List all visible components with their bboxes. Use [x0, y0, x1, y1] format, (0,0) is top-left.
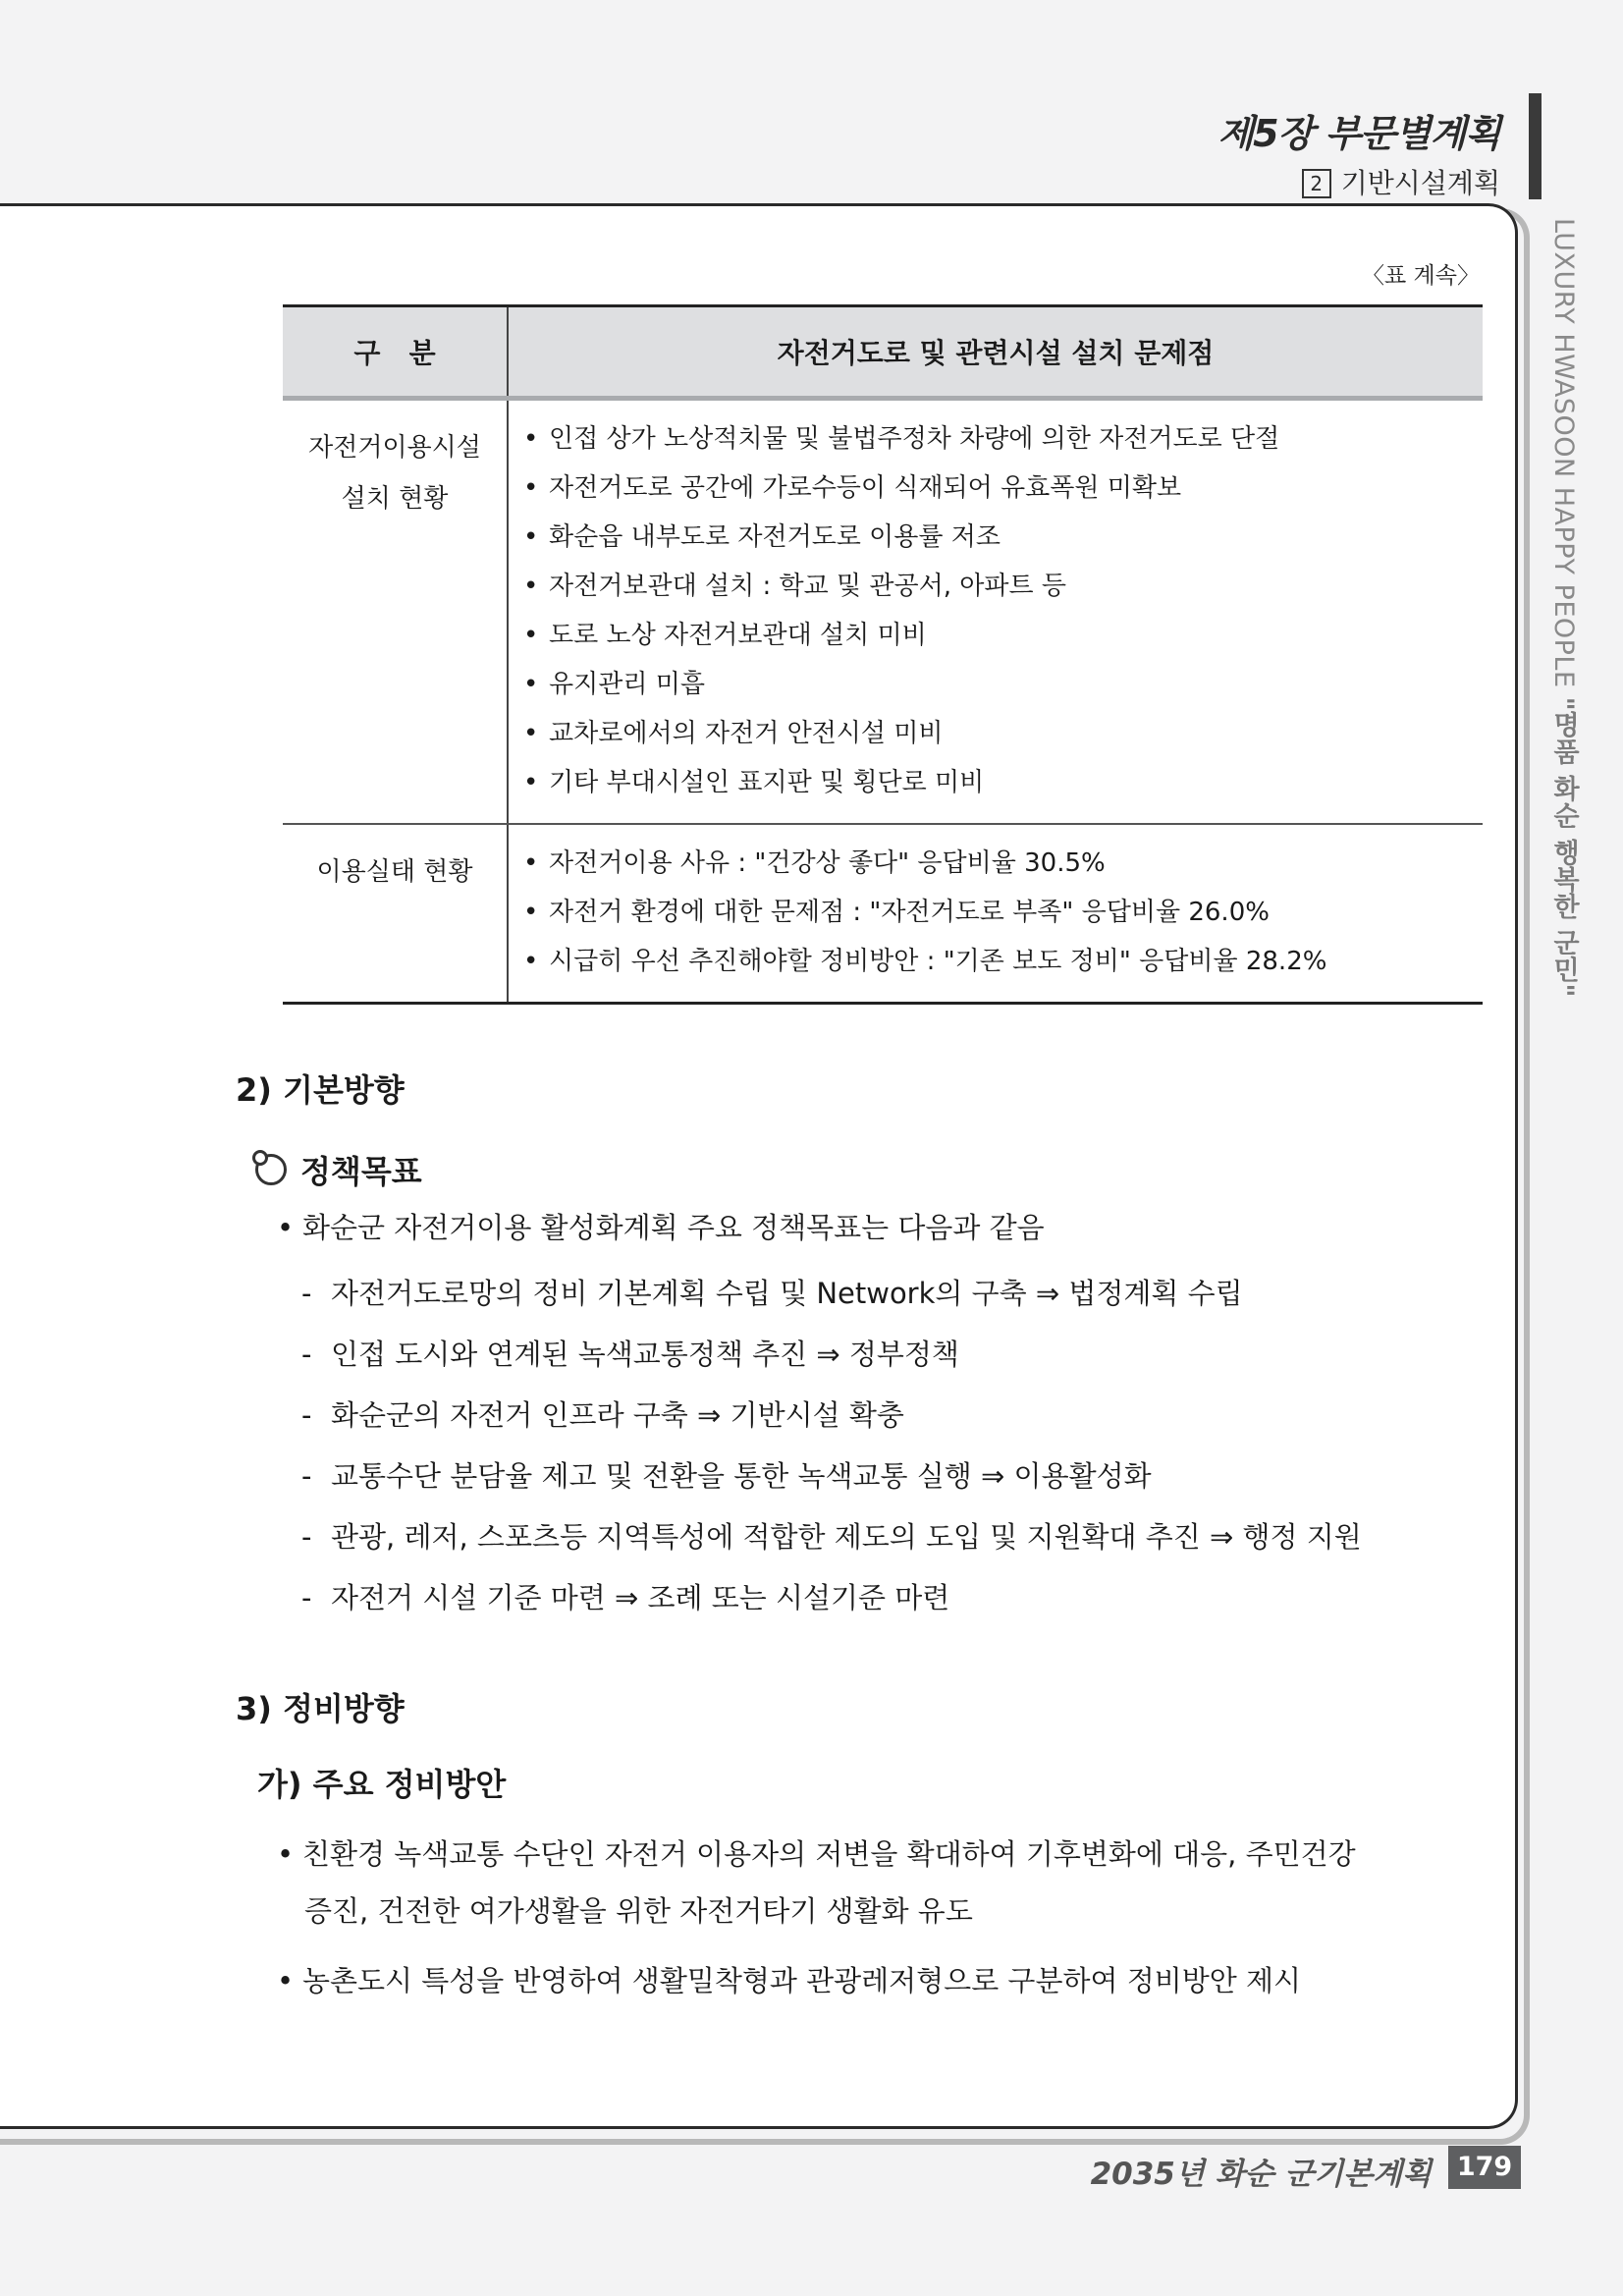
- side-slogan-english: LUXURY HWASOON HAPPY PEOPLE: [1548, 218, 1579, 688]
- problems-table: [283, 304, 1483, 1005]
- table-continued-label: 〈표 계속〉: [1362, 263, 1480, 289]
- list-item: • 시급히 우선 추진해야할 정비방안 : "기존 보도 정비" 응답비율 28.2%: [523, 947, 1327, 976]
- maintenance-direction-heading: 3) 정비방향: [236, 1690, 405, 1727]
- list-item: - 인접 도시와 연계된 녹색교통정책 추진 ⇒ 정부정책: [301, 1338, 959, 1371]
- row-label-line: 자전거이용시설: [308, 433, 481, 463]
- page-number: 179: [1448, 2146, 1521, 2189]
- list-item: • 유지관리 미흡: [523, 670, 705, 699]
- list-item: • 자전거도로 공간에 가로수등이 식재되어 유효폭원 미확보: [523, 473, 1182, 503]
- list-item: • 교차로에서의 자전거 안전시설 미비: [523, 719, 944, 748]
- list-item: • 농촌도시 특성을 반영하여 생활밀착형과 관광레저형으로 구분하여 정비방안 제시: [277, 1964, 1302, 1997]
- footer-title: 2035년 화순 군기본계획: [1090, 2157, 1432, 2192]
- header-bar: [1529, 93, 1542, 199]
- list-item-continued: 증진, 건전한 여가생활을 위한 자전거타기 생활화 유도: [304, 1894, 973, 1928]
- table-row: [283, 399, 1483, 825]
- policy-goal-heading: 정책목표: [255, 1147, 422, 1192]
- table-row: [283, 824, 1483, 1004]
- list-item: • 도로 노상 자전거보관대 설치 미비: [523, 621, 927, 650]
- list-item: • 자전거 환경에 대한 문제점 : "자전거도로 부족" 응답비율 26.0%: [523, 898, 1270, 927]
- list-item: - 화순군의 자전거 인프라 구축 ⇒ 기반시설 확충: [301, 1398, 904, 1432]
- goal-icon: [255, 1154, 287, 1185]
- section-title: [1302, 162, 1500, 201]
- section-number: 2: [1302, 169, 1331, 198]
- basic-direction-heading: 2) 기본방향: [236, 1071, 405, 1109]
- table-header-row: [283, 306, 1483, 399]
- row-items: [508, 824, 1483, 1004]
- list-item: • 친환경 녹색교통 수단인 자전거 이용자의 저변을 확대하여 기후변화에 대응, 주민건강: [277, 1837, 1356, 1871]
- list-item: • 화순읍 내부도로 자전거도로 이용률 저조: [523, 522, 1001, 552]
- row-label-line: 이용실태 현황: [316, 857, 473, 887]
- row-label: [283, 824, 508, 1004]
- list-item: • 기타 부대시설인 표지판 및 횡단로 미비: [523, 768, 985, 797]
- list-item: • 인접 상가 노상적치물 및 불법주정차 차량에 의한 자전거도로 단절: [523, 424, 1280, 454]
- table-header-problems: 자전거도로 및 관련시설 설치 문제점: [508, 306, 1483, 399]
- main-maintenance-heading: 가) 주요 정비방안: [257, 1766, 507, 1803]
- list-item: • 자전거이용 사유 : "건강상 좋다" 응답비율 30.5%: [523, 848, 1106, 878]
- list-item: - 자전거 시설 기준 마련 ⇒ 조례 또는 시설기준 마련: [301, 1581, 950, 1614]
- side-slogan-korean: "명품 화순 행복한 군민": [1548, 696, 1579, 998]
- policy-goal-intro: • 화순군 자전거이용 활성화계획 주요 정책목표는 다음과 같음: [277, 1211, 1045, 1244]
- section-label: 기반시설계획: [1340, 167, 1500, 199]
- list-item: - 교통수단 분담율 제고 및 전환을 통한 녹색교통 실행 ⇒ 이용활성화: [301, 1459, 1152, 1493]
- table-header-category: 구 분: [283, 306, 508, 399]
- row-label-line: 설치 현황: [341, 484, 449, 514]
- list-item: • 자전거보관대 설치 : 학교 및 관공서, 아파트 등: [523, 572, 1066, 601]
- chapter-title: 제5장 부문별계획: [1217, 112, 1500, 155]
- list-item: - 관광, 레저, 스포츠등 지역특성에 적합한 제도의 도입 및 지원확대 추진 ⇒ 행정 지원: [301, 1520, 1362, 1554]
- row-items: [508, 399, 1483, 825]
- list-item: - 자전거도로망의 정비 기본계획 수립 및 Network의 구축 ⇒ 법정계획 수립: [301, 1277, 1243, 1310]
- row-label: [283, 399, 508, 825]
- side-slogan: [1534, 218, 1583, 1063]
